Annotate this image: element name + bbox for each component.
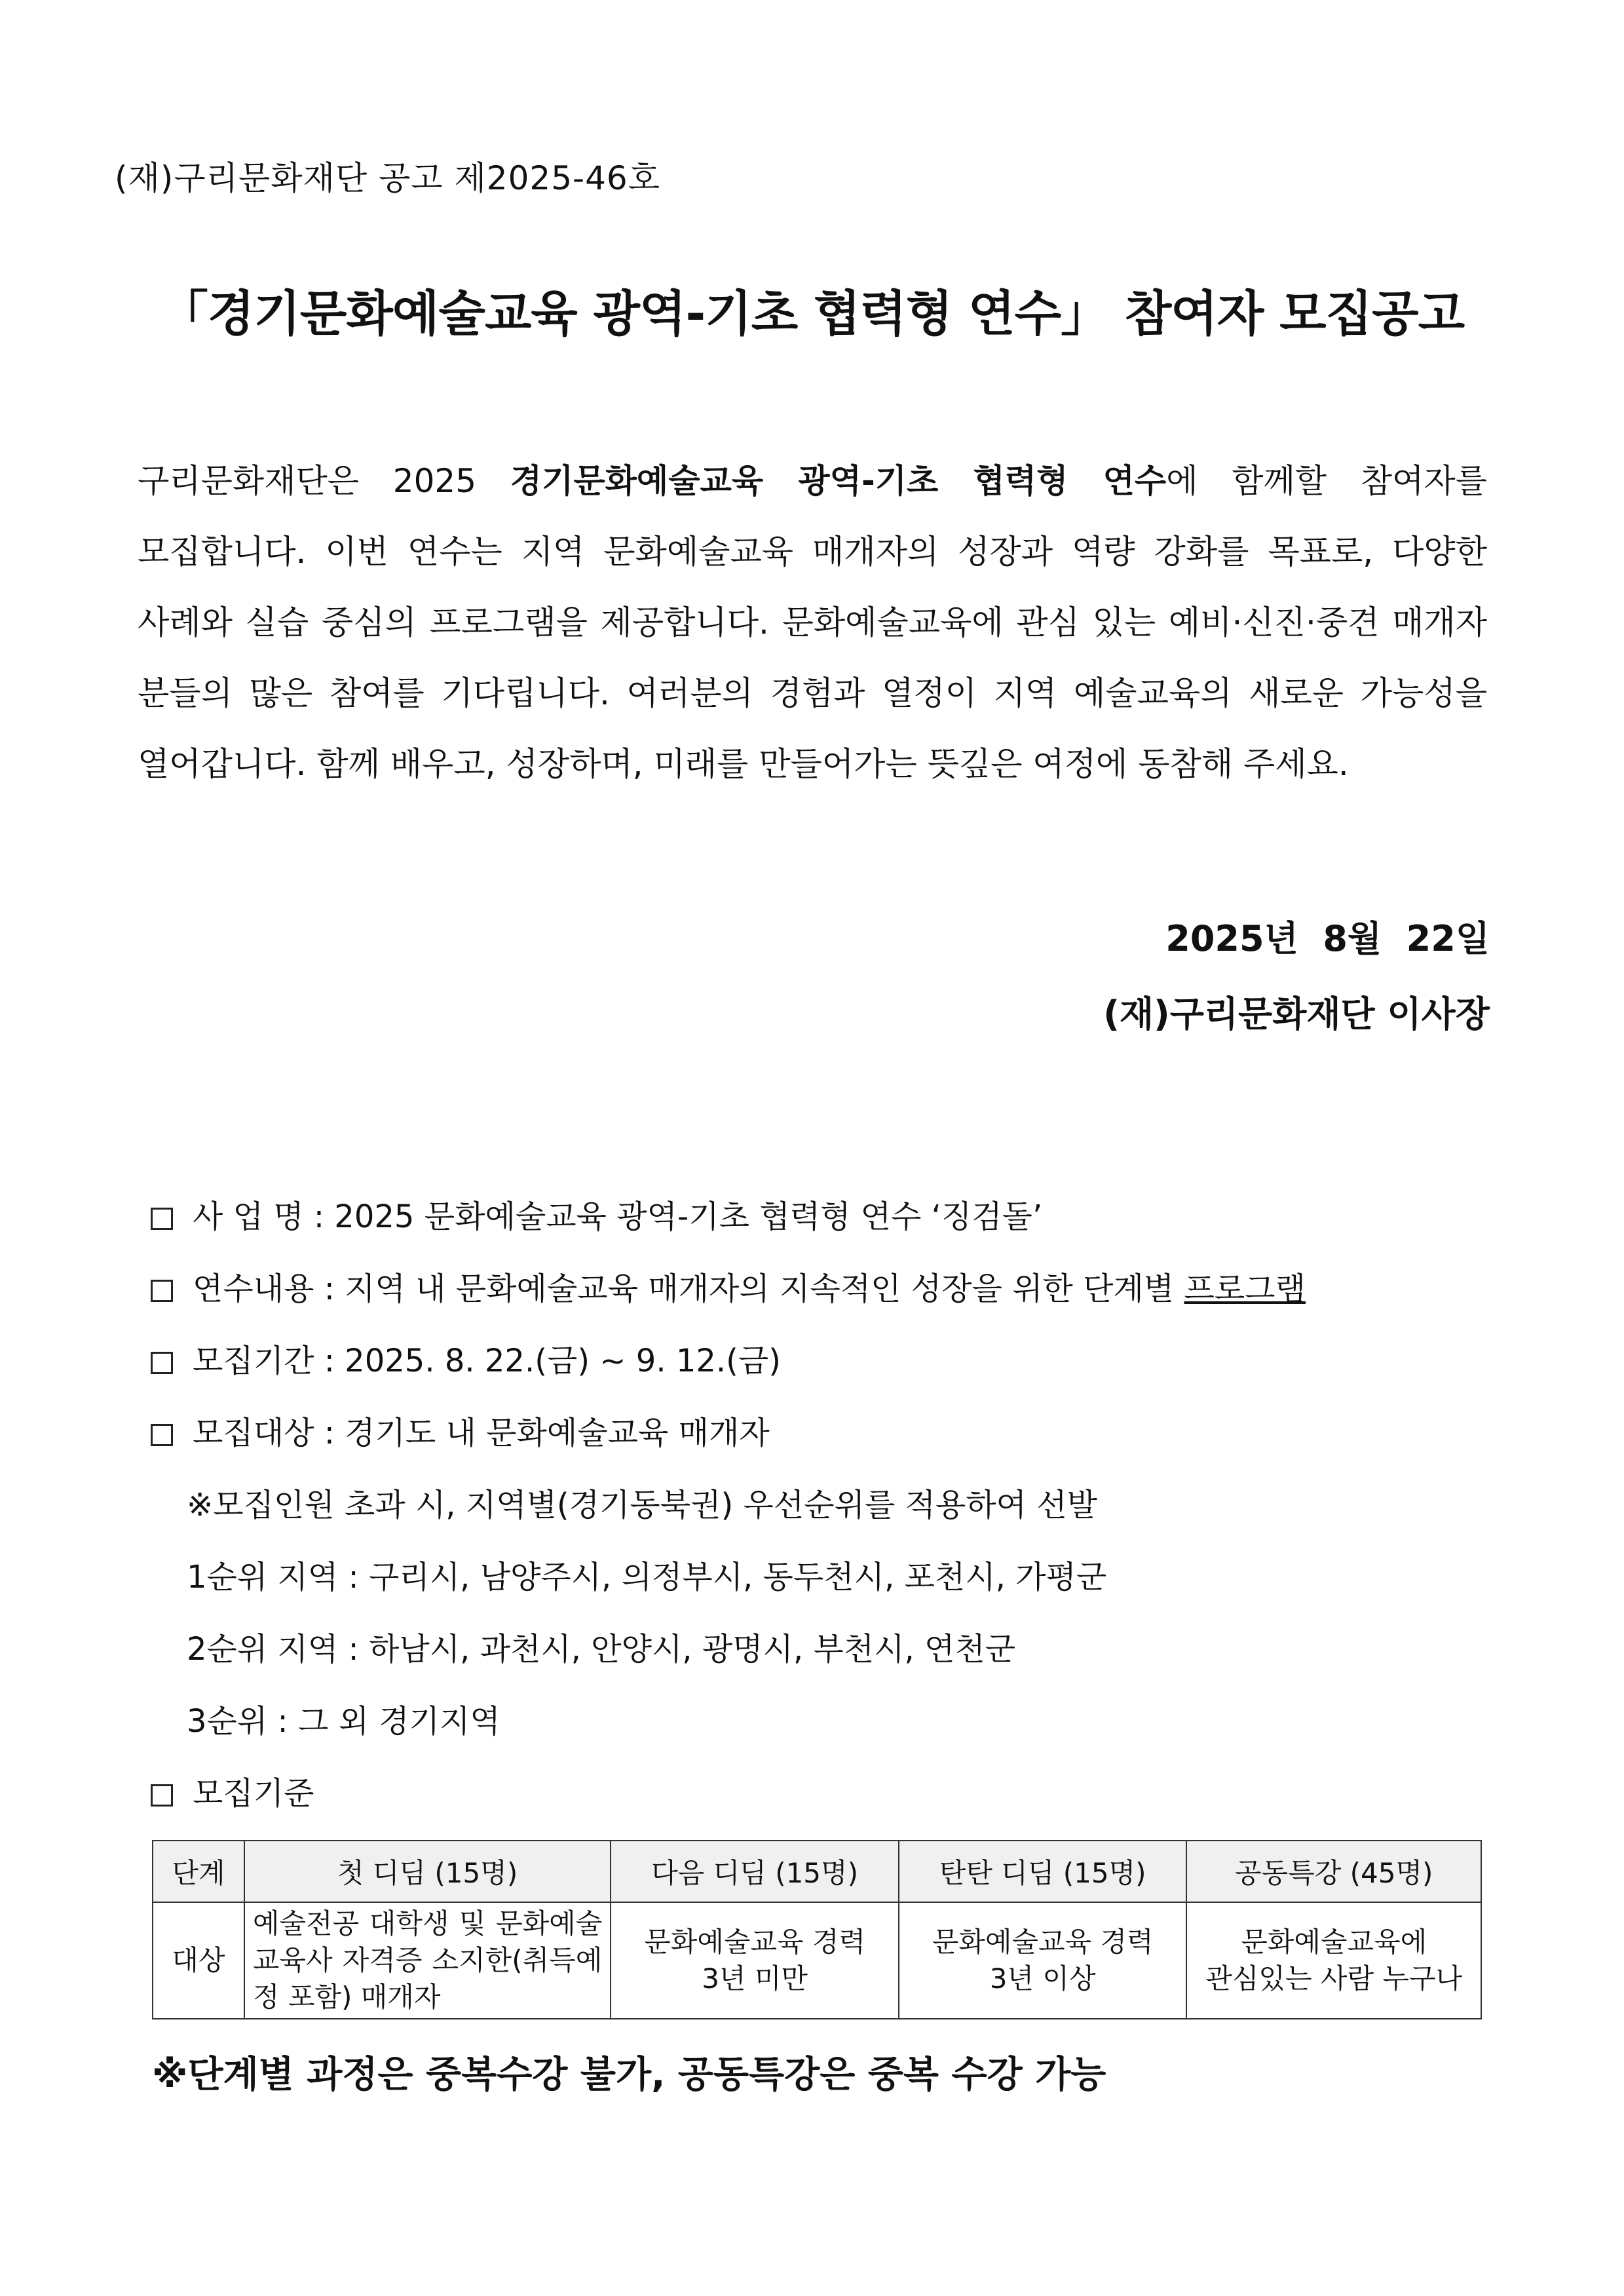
item-content	[151, 1263, 1306, 1309]
table-header: 탄탄 디딤 (15명)	[899, 1841, 1187, 1902]
intro-text-bold: 경기문화예술교육 광역-기초 협력형 연수	[510, 462, 1167, 500]
item-project	[151, 1191, 1042, 1236]
notice-date: 2025년 8월 22일	[1165, 918, 1490, 959]
priority-3: 3순위 : 그 외 경기지역	[187, 1703, 500, 1740]
table-header: 첫 디딤 (15명)	[244, 1841, 611, 1902]
item-target	[151, 1407, 770, 1453]
cell-line: 3년 미만	[702, 1962, 808, 1995]
notice-number: (재)구리문화재단 공고 제2025-46호	[115, 159, 661, 197]
item-target-text: 모집대상 : 경기도 내 문화예술교육 매개자	[193, 1415, 770, 1451]
issuer: (재)구리문화재단 이사장	[1103, 993, 1490, 1035]
page-title: 「경기문화예술교육 광역-기초 협력형 연수」 참여자 모집공고	[159, 286, 1465, 342]
selection-note: ※모집인원 초과 시, 지역별(경기동북권) 우선순위를 적용하여 선발	[187, 1487, 1098, 1523]
item-period-text: 모집기간 : 2025. 8. 22.(금) ~ 9. 12.(금)	[193, 1343, 781, 1379]
checkbox-icon	[151, 1352, 173, 1374]
table-cell: 예술전공 대학생 및 문화예술교육사 자격증 소지한(취득예정 포함) 매개자	[244, 1902, 611, 2019]
checkbox-icon	[151, 1208, 173, 1230]
table-cell	[899, 1902, 1187, 2019]
checkbox-icon	[151, 1784, 173, 1807]
item-content-text: 연수내용 : 지역 내 문화예술교육 매개자의 지속적인 성장을 위한 단계별	[193, 1271, 1184, 1307]
intro-text-pre: 구리문화재단은 2025	[138, 462, 510, 500]
table-cell	[1186, 1902, 1481, 2019]
table-cell	[611, 1902, 899, 2019]
intro-paragraph	[138, 446, 1487, 799]
row-label: 대상	[153, 1902, 244, 2019]
table-header: 공동특강 (45명)	[1186, 1841, 1481, 1902]
item-period	[151, 1335, 781, 1381]
table-header: 단계	[153, 1841, 244, 1902]
cell-line: 문화예술교육에	[1241, 1926, 1427, 1958]
cell-line: 3년 이상	[989, 1962, 1096, 1995]
item-project-text: 사 업 명 : 2025 문화예술교육 광역-기초 협력형 연수 ‘징검돌’	[193, 1198, 1043, 1235]
item-content-underlined: 프로그램	[1184, 1271, 1306, 1307]
item-criteria	[151, 1768, 314, 1813]
cell-line: 문화예술교육 경력	[932, 1926, 1154, 1958]
footnote: ※단계별 과정은 중복수강 불가, 공동특강은 중복 수강 가능	[152, 2054, 1106, 2096]
cell-line: 관심있는 사람 누구나	[1205, 1962, 1463, 1995]
priority-2: 2순위 지역 : 하남시, 과천시, 안양시, 광명시, 부천시, 연천군	[187, 1631, 1016, 1668]
checkbox-icon	[151, 1280, 173, 1302]
checkbox-icon	[151, 1424, 173, 1446]
cell-line: 문화예술교육 경력	[644, 1926, 866, 1958]
item-criteria-text: 모집기준	[193, 1775, 314, 1812]
table-header-row	[153, 1841, 1481, 1902]
priority-1: 1순위 지역 : 구리시, 남양주시, 의정부시, 동두천시, 포천시, 가평군	[187, 1559, 1107, 1596]
criteria-table	[152, 1840, 1482, 2019]
table-header: 다음 디딤 (15명)	[611, 1841, 899, 1902]
intro-text-post: 에 함께할 참여자를 모집합니다. 이번 연수는 지역 문화예술교육 매개자의 성장과 역량 강화를 목표로, 다양한 사례와 실습 중심의 프로그램을 제공합니다. 문화예술교육에 관심 있는 예비·신진·중견 매개자 분들의 많은 참여를 기다립니다. 여러분의 경험과 열정이 지역 예술교육의 새로운 가능성을 열어갑니다. 함께 배우고, 성장하며, 미래를 만들어가는 뜻깊은 여정에 동참해 주세요.	[138, 462, 1488, 783]
table-row	[153, 1902, 1481, 2019]
